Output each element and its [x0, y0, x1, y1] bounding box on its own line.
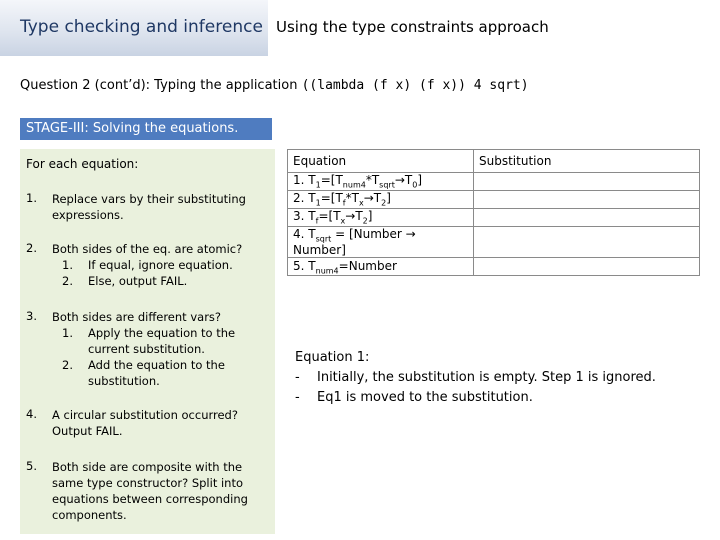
eq-lhs-sub: sqrt — [315, 234, 332, 244]
substep — [62, 273, 262, 289]
substep — [62, 325, 262, 357]
note-text: Eq1 is moved to the substitution. — [317, 390, 533, 405]
note-title: Equation 1: — [295, 350, 370, 365]
note-dash: - — [295, 370, 300, 385]
equation-cell — [288, 209, 474, 227]
substitution-cell — [474, 258, 700, 276]
steps-panel — [20, 149, 275, 534]
eq-sub: num4 — [342, 180, 366, 190]
eq-number: 2. — [293, 191, 305, 206]
note-dash: - — [295, 390, 300, 405]
eq-number: 5. — [293, 258, 305, 273]
substep-number: 1. — [62, 258, 73, 272]
question-text: Typing the application — [154, 78, 298, 93]
eq-sub: x — [358, 198, 364, 208]
eq-rhs: =Number — [338, 258, 397, 273]
substep-text: If equal, ignore equation. — [88, 258, 233, 272]
substep-number: 2. — [62, 358, 73, 372]
step-body — [52, 309, 262, 389]
equation-cell — [288, 258, 474, 276]
note-line — [295, 368, 656, 388]
eq-lhs: T — [308, 209, 316, 224]
step-text: Replace vars by their substituting expressions. — [52, 192, 246, 222]
equation-cell — [288, 227, 474, 258]
eq-lhs-sub: 1 — [315, 198, 321, 208]
section-title: Type checking and inference — [20, 17, 263, 37]
eq-rhs: = [Number → Number] — [293, 227, 416, 258]
question-line — [20, 78, 529, 93]
eq-number: 4. — [293, 227, 305, 241]
eq-rhs: =[T — [320, 191, 343, 206]
equation-note — [295, 348, 656, 408]
eq-end: ] — [417, 173, 423, 188]
equation-cell — [288, 173, 474, 191]
eq-number: 3. — [293, 209, 305, 224]
stage-bar — [20, 118, 272, 140]
step-number: 5. — [26, 459, 37, 473]
equations-table — [287, 149, 700, 276]
substep — [62, 257, 262, 273]
eq-number: 1. — [293, 173, 305, 188]
eq-sub: sqrt — [379, 180, 395, 190]
note-text: Initially, the substitution is empty. Step 1 is ignored. — [317, 370, 656, 385]
step-text: Both sides of the eq. are atomic? — [52, 242, 243, 256]
eq-sub: 0 — [412, 180, 418, 190]
table-row — [288, 173, 700, 191]
eq-op: →T — [363, 191, 382, 206]
substitution-cell — [474, 227, 700, 258]
substep-text: Else, output FAIL. — [88, 274, 188, 288]
table-header-row — [288, 150, 700, 173]
table-row — [288, 227, 700, 258]
table-row — [288, 209, 700, 227]
question-code: ((lambda (f x) (f x)) 4 sqrt) — [301, 78, 529, 93]
step-text: Both sides are different vars? — [52, 310, 222, 324]
step-number: 2. — [26, 241, 37, 255]
substep-number: 1. — [62, 326, 73, 340]
step-body — [52, 241, 262, 289]
eq-rhs: =[T — [318, 209, 341, 224]
question-prefix: Question 2 (cont’d): — [20, 78, 151, 93]
eq-lhs: T — [308, 191, 316, 206]
eq-op: →T — [394, 173, 413, 188]
eq-sub: x — [340, 216, 346, 226]
eq-end: ] — [367, 209, 373, 224]
equation-cell — [288, 191, 474, 209]
eq-sub: 2 — [381, 198, 387, 208]
table-row — [288, 191, 700, 209]
slide-title: Using the type constraints approach — [276, 18, 549, 36]
eq-lhs-sub: f — [315, 216, 319, 226]
section-title-banner — [0, 0, 268, 56]
substep — [62, 357, 262, 389]
substep-text: Apply the equation to the current substitution. — [88, 326, 236, 356]
stage-text: Solving the equations. — [92, 121, 239, 136]
step-number: 1. — [26, 191, 37, 205]
eq-lhs: T — [308, 227, 316, 241]
substitution-cell — [474, 209, 700, 227]
step-number: 4. — [26, 407, 37, 421]
steps-intro: For each equation: — [26, 157, 139, 171]
eq-lhs: T — [308, 258, 316, 273]
eq-op: →T — [345, 209, 363, 224]
table-row — [288, 258, 700, 276]
eq-lhs-sub: num4 — [315, 266, 339, 276]
equation-header: Equation — [288, 150, 474, 173]
eq-sub: 2 — [362, 216, 368, 226]
step-text: Both side are composite with the same type constructor? Split into equations between corresponding components. — [52, 460, 248, 522]
eq-rhs: =[T — [320, 173, 343, 188]
step-number: 3. — [26, 309, 37, 323]
substep-text: Add the equation to the substitution. — [88, 358, 225, 388]
substep-number: 2. — [62, 274, 73, 288]
eq-op: *T — [345, 191, 359, 206]
eq-lhs-sub: 1 — [315, 180, 321, 190]
note-line — [295, 388, 656, 408]
substitution-cell — [474, 173, 700, 191]
substitution-header: Substitution — [474, 150, 700, 173]
step-text: A circular substitution occurred? Output FAIL. — [52, 408, 238, 438]
substitution-cell — [474, 191, 700, 209]
eq-lhs: T — [308, 173, 316, 188]
eq-end: ] — [386, 191, 391, 206]
eq-op: *T — [365, 173, 380, 188]
stage-label: STAGE-III: — [26, 121, 89, 136]
eq-sub: f — [342, 198, 346, 208]
